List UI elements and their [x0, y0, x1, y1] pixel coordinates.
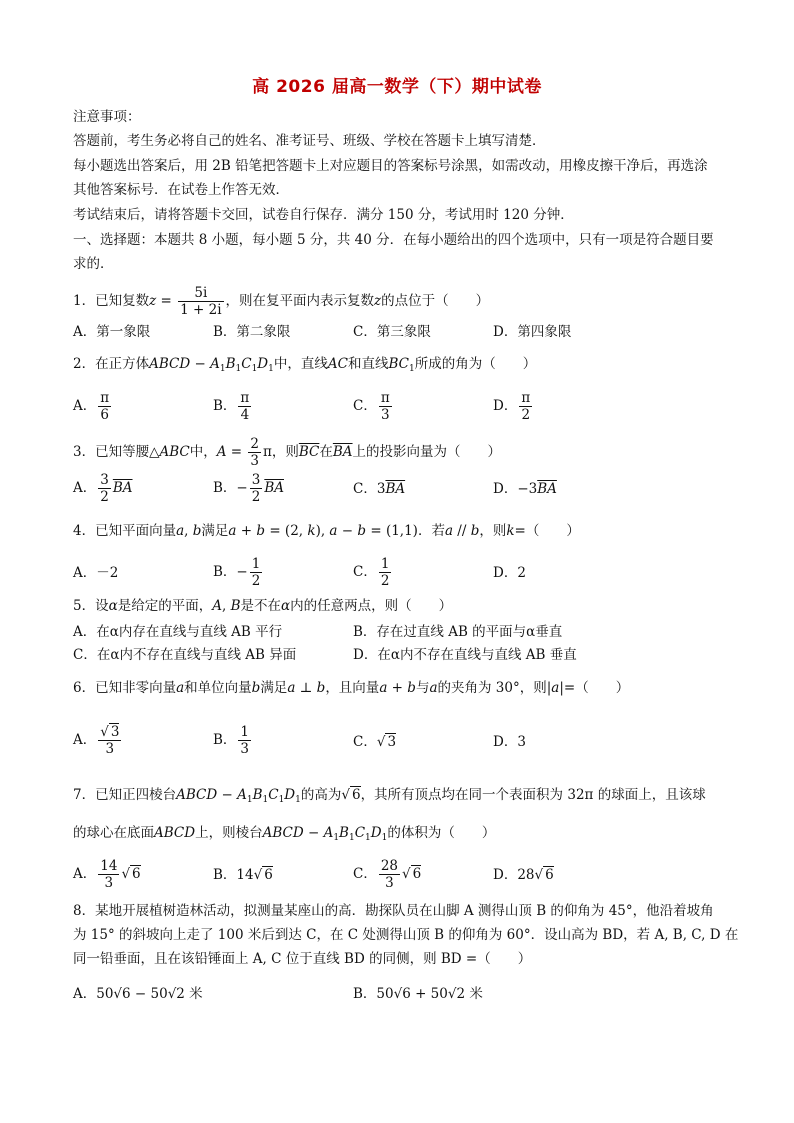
- q4-option-b: B．− $\frac{1}{2}$: [213, 556, 261, 589]
- question-2: 2．在正方体ABCD − $A_1B_1C_1D_1$中，直线AC和直线$BC_1$所成的角为（ ）: [73, 356, 537, 374]
- q1-text: 1．已知复数: [73, 293, 150, 309]
- question-7-cont: 的球心在底面ABCD上，则棱台ABCD − $A_1B_1C_1D_1$的体积为（ ）: [73, 825, 496, 843]
- notice-item-2a: 每小题选出答案后，用 2B 铅笔把答题卡上对应题目的答案标号涂黑，如需改动，用橡皮擦干净后，再选涂: [73, 158, 708, 174]
- notice-item-1: 答题前，考生务必将自己的姓名、准考证号、班级、学校在答题卡上填写清楚．: [73, 133, 546, 149]
- q4-option-d: D．2: [493, 565, 526, 581]
- q5-option-d: D．在α内不存在直线与直线 AB 垂直: [353, 647, 577, 663]
- q7-option-c: C． $\frac{28}{3}$ √ 6: [353, 858, 422, 891]
- q6-option-b: B． $\frac{1}{3}$: [213, 724, 250, 757]
- q3-option-b: B．− $\frac{3}{2}$ $\overline{BA}$: [213, 472, 284, 505]
- section1-heading-cont: 求的．: [73, 256, 114, 272]
- q1-option-a: A．第一象限: [73, 324, 151, 340]
- q6-option-a: A． $\frac{√ 3}{3}$: [73, 724, 120, 757]
- question-1: 1．已知复数z = $\frac{5i}{1 + 2i}$ ，则在复平面内表示复数z的点位于（ ）: [73, 285, 490, 318]
- question-5: 5．设α是给定的平面，A, B是不在α内的任意两点，则（ ）: [73, 598, 453, 614]
- q1-fraction: $\frac{5i}{1 + 2i}$: [180, 285, 222, 318]
- section1-heading: 一、选择题：本题共 8 小题，每小题 5 分，共 40 分．在每小题给出的四个选项中，只有一项是符合题目要: [73, 232, 714, 248]
- q7-option-b: B．14√ 6: [213, 867, 273, 883]
- question-8-line-1: 8．某地开展植树造林活动，拟测量某座山的高．勘探队员在山脚 A 测得山顶 B 的仰角为 45°，他沿着坡角: [73, 903, 714, 919]
- q2-option-b: B． $\frac{\pi}{4}$: [213, 390, 250, 423]
- notice-item-3: 考试结束后，请将答题卡交回，试卷自行保存．满分 150 分，考试用时 120 分钟．: [73, 207, 574, 223]
- q4-option-a: A．－2: [73, 565, 119, 581]
- q2-option-d: D． $\frac{\pi}{2}$: [493, 390, 531, 423]
- question-8-line-3: 同一铅垂面，且在该铅锤面上 A, C 位于直线 BD 的同侧，则 BD =（ ）: [73, 951, 532, 967]
- q6-option-d: D．3: [493, 734, 526, 750]
- q3-option-a: A． $\frac{3}{2}$ $\overline{BA}$: [73, 472, 133, 505]
- notice-item-2b: 其他答案标号．在试卷上作答无效．: [73, 182, 289, 198]
- q5-option-a: A．在α内存在直线与直线 AB 平行: [73, 624, 283, 640]
- question-7: 7．已知正四棱台ABCD − $A_1B_1C_1D_1$的高为√ 6，其所有顶点均在同一个表面积为 32π 的球面上，且该球: [73, 787, 706, 805]
- q8-option-a: A．50√6 − 50√2 米: [73, 986, 203, 1002]
- question-3: 3．已知等腰△ABC中，A = $\frac{2}{3}$ π，则$\overline{BC}$在$\overline{BA}$上的投影向量为（ ）: [73, 436, 502, 469]
- q8-option-b: B．50√6 + 50√2 米: [353, 986, 483, 1002]
- q3-option-d: D．$-3\overline{BA}$: [493, 481, 557, 497]
- question-6: 6．已知非零向量a和单位向量b满足a ⊥ b，且向量a + b与a的夹角为 30°，则|a|=（ ）: [73, 680, 630, 696]
- q2-option-c: C． $\frac{\pi}{3}$: [353, 390, 390, 423]
- q4-option-c: C． $\frac{1}{2}$: [353, 556, 390, 589]
- question-8-line-2: 为 15° 的斜坡向上走了 100 米后到达 C，在 C 处测得山顶 B 的仰角为 60°．设山高为 BD，若 A, B, C, D 在: [73, 927, 739, 943]
- q6-option-c: C．√ 3: [353, 734, 397, 750]
- q7-option-a: A． $\frac{14}{3}$ √ 6: [73, 858, 141, 891]
- q5-option-c: C．在α内不存在直线与直线 AB 异面: [73, 647, 297, 663]
- q5-option-b: B．存在过直线 AB 的平面与α垂直: [353, 624, 563, 640]
- question-4: 4．已知平面向量a, b满足a + b = (2, k), a − b = (1,1)．若a // b，则k=（ ）: [73, 523, 580, 539]
- q7-option-d: D．28√ 6: [493, 867, 554, 883]
- notice-heading: 注意事项：: [73, 109, 141, 125]
- q1-option-c: C．第三象限: [353, 324, 431, 340]
- q3-option-c: C．$3\overline{BA}$: [353, 481, 406, 497]
- q1-option-b: B．第二象限: [213, 324, 291, 340]
- q2-option-a: A． $\frac{\pi}{6}$: [73, 390, 110, 423]
- exam-title: 高 2026 届高一数学（下）期中试卷: [252, 77, 542, 97]
- q1-option-d: D．第四象限: [493, 324, 572, 340]
